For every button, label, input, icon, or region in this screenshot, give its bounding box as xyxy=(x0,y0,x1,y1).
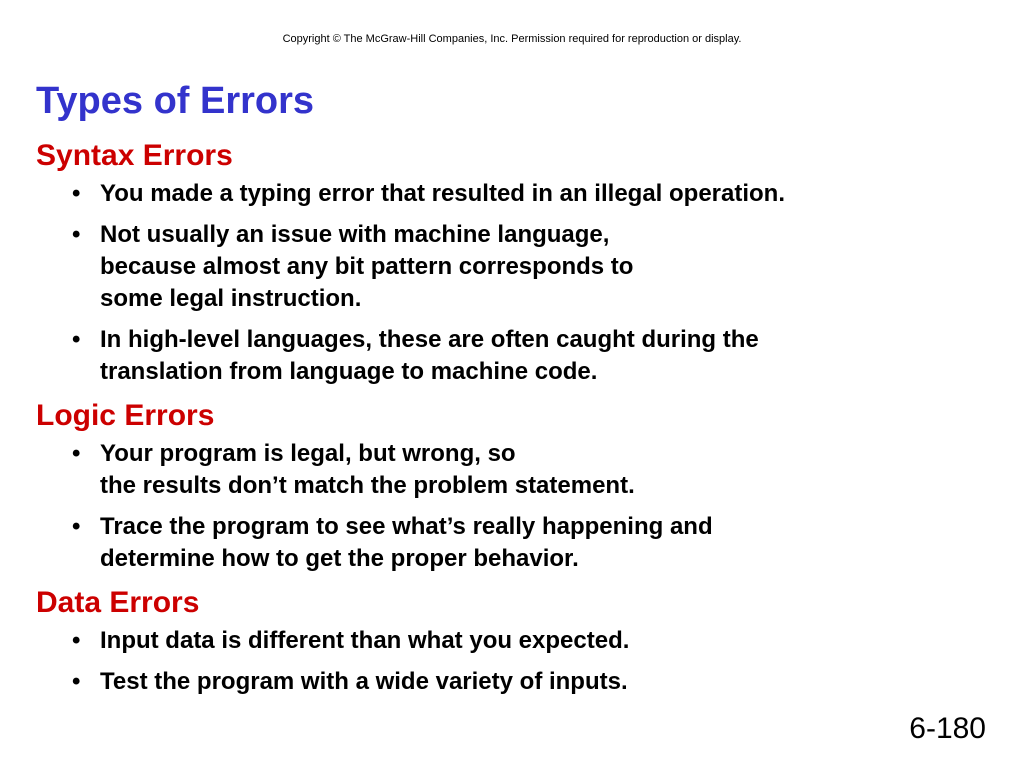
bullet-text-line: Not usually an issue with machine language, xyxy=(100,221,610,248)
bullet-text-line: some legal instruction. xyxy=(100,285,362,312)
bullet-text-line: because almost any bit pattern corresponds to xyxy=(100,253,634,280)
bullet-text-line: Test the program with a wide variety of inputs. xyxy=(100,668,628,695)
section-syntax-errors xyxy=(36,136,986,388)
section-heading: Data Errors xyxy=(36,586,200,619)
section-heading: Logic Errors xyxy=(36,399,215,432)
bullet-text-line: Input data is different than what you expected. xyxy=(100,627,630,654)
copyright-notice: Copyright © The McGraw-Hill Companies, Inc. Permission required for reproduction or display. xyxy=(282,33,742,45)
bullet-list xyxy=(36,625,986,698)
bullet-item xyxy=(36,625,986,657)
bullet-point-icon: • xyxy=(72,668,81,695)
bullet-point-icon: • xyxy=(72,440,81,467)
section-data-errors xyxy=(36,583,986,698)
bullet-item xyxy=(36,666,986,698)
bullet-item xyxy=(36,511,986,575)
bullet-list xyxy=(36,438,986,575)
bullet-text-line: Trace the program to see what’s really happening and xyxy=(100,513,713,540)
bullet-text-line: Your program is legal, but wrong, so xyxy=(100,440,516,467)
bullet-text-line: the results don’t match the problem statement. xyxy=(100,472,635,499)
bullet-item xyxy=(36,438,986,502)
bullet-item xyxy=(36,219,986,315)
section-heading: Syntax Errors xyxy=(36,139,233,172)
bullet-text-line: You made a typing error that resulted in an illegal operation. xyxy=(100,180,786,207)
bullet-point-icon: • xyxy=(72,180,81,207)
bullet-item xyxy=(36,324,986,388)
bullet-item xyxy=(36,178,986,210)
bullet-text-line: In high-level languages, these are often caught during the xyxy=(100,326,759,353)
slide-title: Types of Errors xyxy=(36,80,315,122)
slide-number: 6-180 xyxy=(909,712,986,745)
bullet-point-icon: • xyxy=(72,221,81,248)
bullet-point-icon: • xyxy=(72,513,81,540)
bullet-list xyxy=(36,178,986,388)
bullet-text-line: determine how to get the proper behavior. xyxy=(100,545,579,572)
slide-content xyxy=(36,136,986,698)
section-logic-errors xyxy=(36,396,986,575)
bullet-text-line: translation from language to machine code. xyxy=(100,358,598,385)
bullet-point-icon: • xyxy=(72,326,81,353)
bullet-point-icon: • xyxy=(72,627,81,654)
